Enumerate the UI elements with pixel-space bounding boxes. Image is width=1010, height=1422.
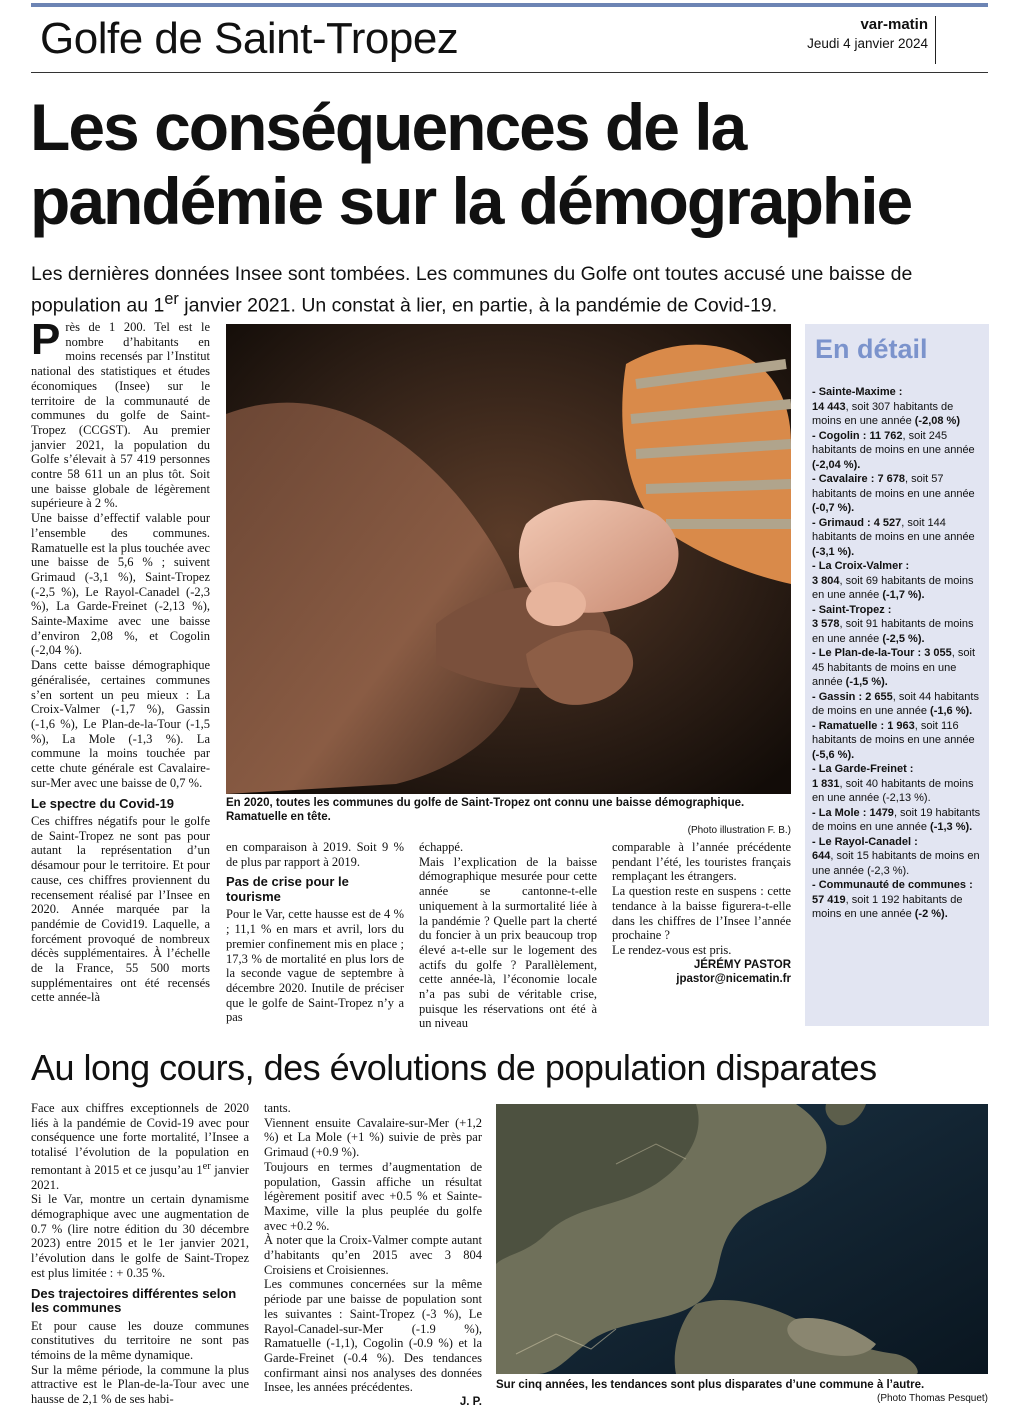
paragraph: Sur la même période, la commune la plus attractive est le Plan-de-la-Tour avec une hausse de 2,1 % de ses habi- (31, 1362, 249, 1407)
sidebar-item: - Communauté de communes : 57 419, soit 1 192 habitants de moins en une année (-2 %). (812, 879, 973, 920)
main-headline (30, 90, 990, 238)
header-rule (31, 72, 988, 73)
paragraph: comparable à l’année précédente pendant l’été, les touristes français remplaçant les étrangers. (612, 840, 791, 884)
caption-text: Sur cinq années, les tendances sont plus disparates d’une commune à l’autre. (496, 1379, 925, 1391)
deck (31, 262, 991, 319)
intertitle: Pas de crise pour le tourisme (226, 874, 349, 904)
paragraph: Les communes concernées sur la même période par une baisse de population sont les suivantes : Saint-Tropez (-3 %), Le Rayol-Canadel-sur-Mer (-1.9 %), Ramatuelle (-1,1), Cogolin (-0.9 %) et la Garde-Freinet (-0.4 %). Des tendances confirmant ainsi nos analyses des données Insee, les années précédentes. (264, 1277, 482, 1395)
sidebar-item: - Grimaud : 4 527, soit 144 habitants de moins en une année (-3,1 %). (812, 516, 975, 558)
author-email[interactable]: jpastor@nicematin.fr (676, 973, 791, 986)
sidebar-item: - La Mole : 1479, soit 19 habitants de moins en une année (-1,3 %). (812, 806, 981, 833)
sidebar-item: - La Croix-Valmer : 3 804, soit 69 habitants de moins en une année (-1,7 %). (812, 560, 974, 601)
newspaper-name: var-matin (860, 16, 928, 33)
deck-text: Les dernières données Insee sont tombées. Les communes du Golfe ont toutes accusé une baisse de population au 1 (31, 263, 913, 317)
author-name: JÉRÉMY PASTOR (693, 958, 791, 971)
paragraph: Le rendez-vous est pris. (612, 942, 732, 957)
paragraph: Ces chiffres négatifs pour le golfe de Saint-Tropez ne sont pas pour autant la représentation d’un désamour pour le territoire. Et pour cause, ces chiffres proviennent du recensement réalisé par l’Insee en 2020. Année marquée par la pandémie de Covid19. Laquelle, a forcément provoqué de nombreux décès supplémentaires. À l’échelle de la France, 55 500 morts supplémentaires ont été recensés cette année-là (31, 814, 210, 1005)
paragraph: Une baisse d’effectif valable pour l’ensemble des communes. Ramatuelle est la plus touchée avec une baisse de 5,6 % ; suivent Grimaud (-3,1 %), Saint-Tropez (-2,5 %), Le Rayol-Canadel (-2,3 %), La Garde-Freinet (-2,13 %), Sainte-Maxime avec une baisse d’environ 2,08 %, et Cogolin (-2,04 %). (31, 511, 210, 658)
intertitle: Le spectre du Covid-19 (31, 795, 175, 811)
caption-text: En 2020, toutes les communes du golfe de Saint-Tropez ont connu une baisse démographique. Ramatuelle en tête. (226, 797, 745, 823)
photo-credit: (Photo Thomas Pesquet) (877, 1393, 988, 1404)
sidebar-title: En détail (815, 334, 928, 364)
article2-column-2 (264, 1101, 482, 1410)
drop-cap: P (31, 315, 61, 364)
article1-column-4 (612, 840, 791, 987)
paragraph: À noter que la Croix-Valmer compte autant d’habitants qu’en 2015 avec 3 804 Croisiens et Croisiennes. (264, 1233, 482, 1277)
paragraph: échappé. (419, 840, 464, 854)
deck-sup: er (164, 290, 179, 308)
paragraph: Face aux chiffres exceptionnels de 2020 liés à la pandémie de Covid-19 avec pour conséquence une forte mortalité, l’Insee a totalisé l’évolution de la population en remontant à 2015 et ce jusqu’au 1er janvier 2021. (31, 1101, 249, 1192)
headline-line-1: Les conséquences de la (30, 90, 746, 164)
paragraph: Si le Var, montre un certain dynamisme démographique avec une augmentation de 0.7 % (lire notre édition du 30 décembre 2023) entre 2015 et le 1er janvier 2021, l’évolution dans le golfe de Saint-Tropez est plus limitée : + 0.35 %. (31, 1192, 249, 1280)
satellite-illustration (496, 1104, 988, 1374)
paragraph: Viennent ensuite Cavalaire-sur-Mer (+1,2 %) et La Mole (+1 %) suivie de près par Grimaud (+0.9 %). (264, 1115, 482, 1160)
sidebar-list (812, 385, 982, 922)
deck-text-end: janvier 2021. Un constat à lier, en partie, à la pandémie de Covid-19. (178, 294, 778, 317)
author-initials: J. P. (459, 1396, 482, 1409)
sidebar-item: - Cavalaire : 7 678, soit 57 habitants de moins en une année (-0,7 %). (812, 473, 975, 514)
paragraph: Toujours en termes d’augmentation de population, Gassin affiche un résultat légèrement positif avec +0.5 % et Sainte-Maxime, ville la plus peuplée du golfe avec +0.2 %. (264, 1159, 482, 1233)
paragraph: La question reste en suspens : cette tendance à la baisse figurera-t-elle dans les chiffres de l’Insee l’année prochaine ? (612, 884, 791, 943)
sidebar-item: - Saint-Tropez : 3 578, soit 91 habitants de moins en une année (-2,5 %). (812, 603, 974, 645)
sidebar-item: - Ramatuelle : 1 963, soit 116 habitants de moins en une année (-5,6 %). (812, 719, 975, 761)
sidebar-item: - Cogolin : 11 762, soit 245 habitants de moins en une année (-2,04 %). (812, 429, 975, 471)
photo-credit: (Photo illustration F. B.) (687, 825, 791, 836)
photo-caption-2 (496, 1378, 988, 1406)
sidebar-item: - Gassin : 2 655, soit 44 habitants de moins en une année (-1,6 %). (812, 690, 979, 717)
sidebar-item: - Le Plan-de-la-Tour : 3 055, soit 45 habitants de moins en une année (-1,5 %). (812, 647, 976, 688)
article1-column-1 (31, 315, 210, 1005)
satellite-photo (496, 1104, 988, 1374)
sidebar-item: - Le Rayol-Canadel : 644, soit 15 habitants de moins en une année (-2,3 %). (812, 835, 980, 877)
paragraph: Dans cette baisse démographique généralisée, certaines communes s’en sortent un peu mieux : La Croix-Valmer (-1,7 %), Gassin (-1,6 %), Le Plan-de-la-Tour (-1,5 %), La Mole (-1,3 %). La commune la moins touchée par cette chute générale est Cavalaire-sur-Mer avec une baisse de 0,7 %. (31, 658, 210, 790)
paragraph: tants. (264, 1101, 291, 1115)
detail-sidebar (805, 324, 989, 1026)
photo-caption (226, 797, 791, 838)
masthead-divider (935, 16, 936, 64)
sidebar-item: - Sainte-Maxime : 14 443, soit 307 habitants de moins en une année (-2,08 %) (812, 386, 960, 427)
baby-hand-illustration (226, 324, 791, 794)
intertitle: Des trajectoires différentes selon les communes (31, 1285, 237, 1316)
article1-column-3 (419, 840, 597, 1031)
paragraph: Pour le Var, cette hausse est de 4 % ; 11,1 % en mars et avril, lors du premier confinement mis en place ; 17,3 % de mortalité en plus lors de la seconde vague de septembre à décembre 2020. Inutile de préciser que le golfe de Saint-Tropez n’y a pas (226, 907, 404, 1025)
masthead (807, 16, 928, 51)
paragraph: Mais l’explication de la baisse démographique mesurée pour cette année se cantonne-t-elle uniquement à la surmortalité liée à la pandémie ? Quelle part la cherté du foncier à un prix beaucoup trop élevé a-t-elle sur le logement des actifs du golfe ? Parallèlement, cette année-là, l’économie locale n’a pas subi de véritable crise, puisque les réservations ont été à un niveau (419, 854, 597, 1031)
top-rule (31, 3, 988, 7)
paragraph: Et pour cause les douze communes constitutives du territoire ne sont pas témoins de la même dynamique. (31, 1318, 249, 1362)
paragraph: en comparaison à 2019. Soit 9 % de plus par rapport à 2019. (226, 840, 404, 869)
article1-column-2 (226, 840, 404, 1025)
sidebar-item: - La Garde-Freinet : 1 831, soit 40 habitants de moins en une année (-2,13 %). (812, 763, 974, 804)
article2-column-1 (31, 1101, 249, 1407)
section-title: Golfe de Saint-Tropez (40, 14, 459, 63)
baby-hand-photo (226, 324, 791, 794)
headline-line-2: pandémie sur la démographie (30, 164, 912, 238)
paragraph: rès de 1 200. Tel est le nombre d’habitants en moins recensés par l’Institut national des statistiques et études économiques (Insee) sur le territoire de la communauté de communes du golfe de Saint-Tropez (CCGST). Au premier janvier 2021, la population du Golfe s’élevait à 57 419 personnes contre 58 611 un an plus tôt. Soit une baisse globale de légèrement supérieure à 2 %. (31, 320, 210, 511)
secondary-headline: Au long cours, des évolutions de population disparates (31, 1047, 877, 1088)
issue-date: Jeudi 4 janvier 2024 (807, 36, 928, 51)
